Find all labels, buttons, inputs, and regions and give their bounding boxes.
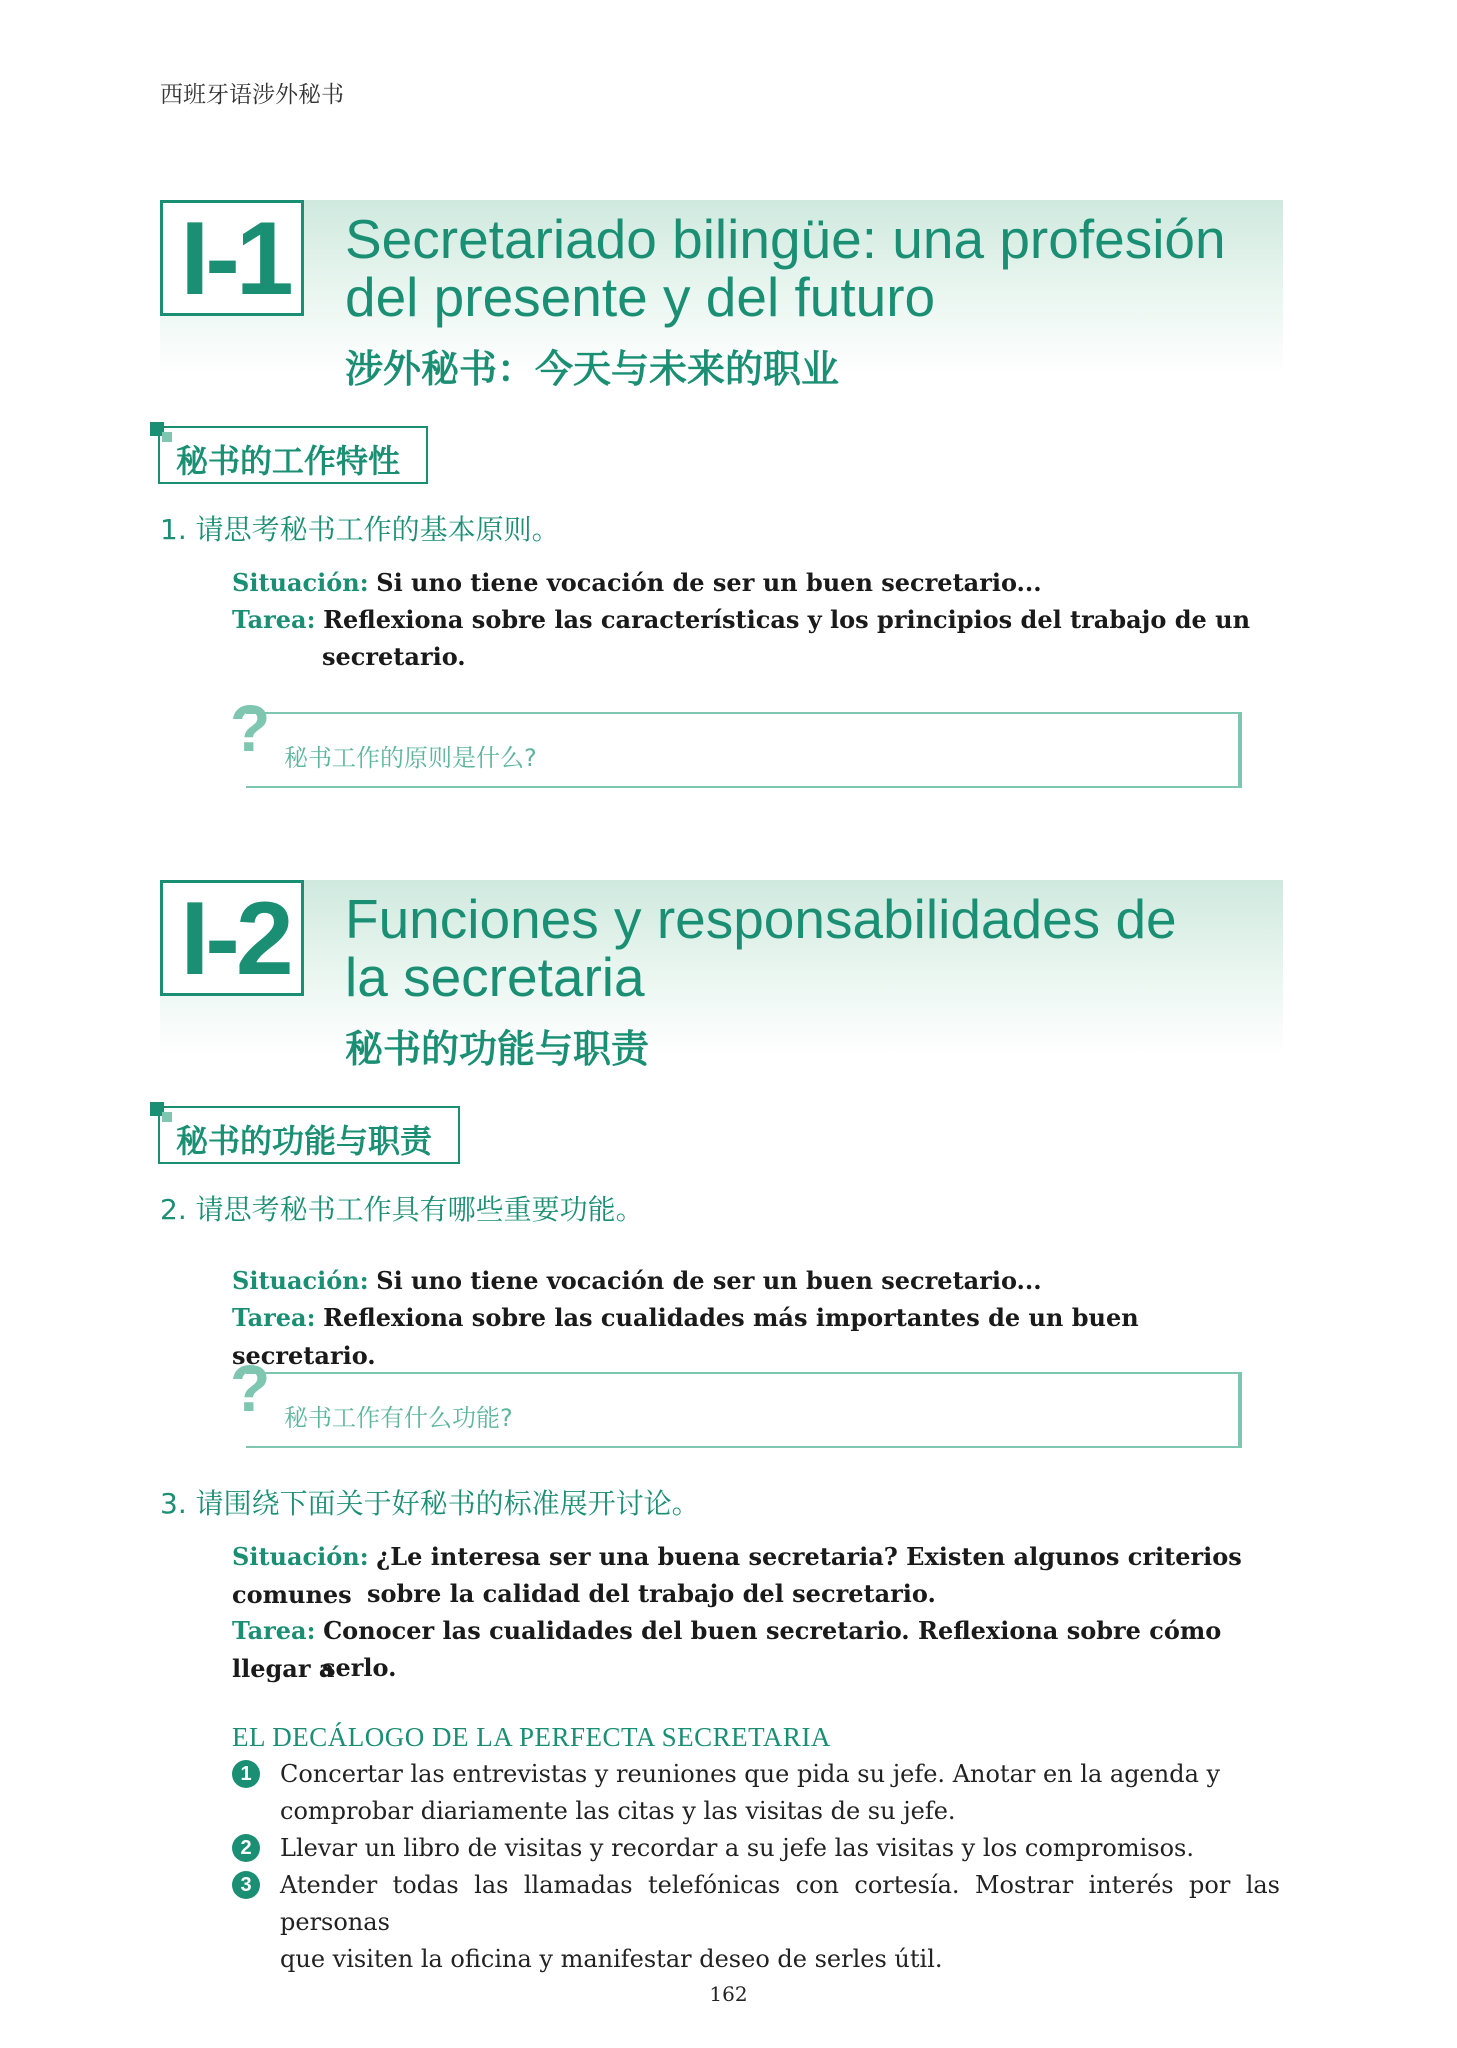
running-head: 西班牙语涉外秘书 [160,82,344,108]
tarea-text: Reflexiona sobre las características y los principios del trabajo de un [323,605,1251,634]
item-line: Concertar las entrevistas y reuniones que pida su jefe. Anotar en la agenda y [280,1760,1221,1788]
unit-header-1 [160,200,1283,391]
section-tag-label: 秘书的工作特性 [176,442,401,480]
item-line: que visiten la oficina y manifestar deseo de serles útil. [280,1945,943,1973]
item-line: Llevar un libro de visitas y recordar a su jefe las visitas y los compromisos. [280,1834,1195,1862]
list-item [232,1830,1282,1867]
item-text [280,1830,1280,1867]
unit-title [345,890,1295,1006]
unit-number: I-2 [180,881,290,997]
tarea-text: Conocer las cualidades del buen secretario. Reflexiona sobre cómo llegar a [232,1616,1222,1683]
page-number: 162 [709,1982,748,2006]
tarea-2 [232,1299,1282,1375]
unit-header-2 [160,880,1283,1071]
unit-subtitle: 秘书的功能与职责 [345,1027,650,1071]
unit-subtitle: 涉外秘书：今天与未来的职业 [345,347,840,391]
situacion-text: ¿Le interesa ser una buena secretaria? Existen algunos criterios comunes [232,1542,1242,1609]
question-mark-icon: ? [230,691,271,765]
answer-prompt: 秘书工作的原则是什么? [284,744,537,772]
item-text [280,1756,1280,1830]
situacion-1 [232,564,1282,602]
question-mark-icon: ? [230,1351,271,1425]
answer-prompt: 秘书工作有什么功能? [284,1404,513,1432]
question-2: 2. 请思考秘书工作具有哪些重要功能。 [160,1193,644,1226]
section-tag [158,426,428,484]
situacion-label: Situación: [232,568,369,597]
tarea-text-cont: serlo. [322,1653,397,1682]
unit-number-box [160,880,304,996]
section-tag-label: 秘书的功能与职责 [176,1122,433,1160]
item-line: Atender todas las llamadas telefónicas con cortesía. Mostrar interés por las personas [280,1871,1280,1936]
item-number-badge: 2 [232,1834,260,1862]
item-line: comprobar diariamente las citas y las visitas de su jefe. [280,1797,956,1825]
tarea-label: Tarea: [232,1303,316,1332]
situacion-text: Si uno tiene vocación de ser un buen secretario... [376,1266,1042,1295]
decalogo-title: EL DECÁLOGO DE LA PERFECTA SECRETARIA [232,1722,831,1752]
tarea-text: Reflexiona sobre las cualidades más importantes de un buen secretario. [232,1303,1139,1370]
question-3: 3. 请围绕下面关于好秘书的标准展开讨论。 [160,1487,700,1520]
item-text [280,1867,1280,1978]
unit-title-line2: la secretaria [345,946,645,1008]
unit-title [345,210,1295,326]
item-number-badge: 1 [232,1760,260,1788]
situacion-text-cont: sobre la calidad del trabajo del secretario. [367,1579,936,1608]
section-tag [158,1106,460,1164]
situacion-text: Si uno tiene vocación de ser un buen secretario... [376,568,1042,597]
unit-title-line1: Funciones y responsabilidades de [345,888,1177,950]
unit-title-line2: del presente y del futuro [345,266,936,328]
tarea-label: Tarea: [232,605,316,634]
tarea-1 [232,601,1282,639]
unit-title-line1: Secretariado bilingüe: una profesión [345,208,1226,270]
unit-number-box [160,200,304,316]
situacion-label: Situación: [232,1542,369,1571]
list-item [232,1756,1282,1830]
situacion-label: Situación: [232,1266,369,1295]
tarea-label: Tarea: [232,1616,316,1645]
list-item [232,1867,1282,1973]
tarea-text-cont: secretario. [322,642,466,671]
situacion-2 [232,1262,1282,1300]
unit-number: I-1 [180,201,290,317]
question-1: 1. 请思考秘书工作的基本原则。 [160,513,560,546]
item-number-badge: 3 [232,1871,260,1899]
